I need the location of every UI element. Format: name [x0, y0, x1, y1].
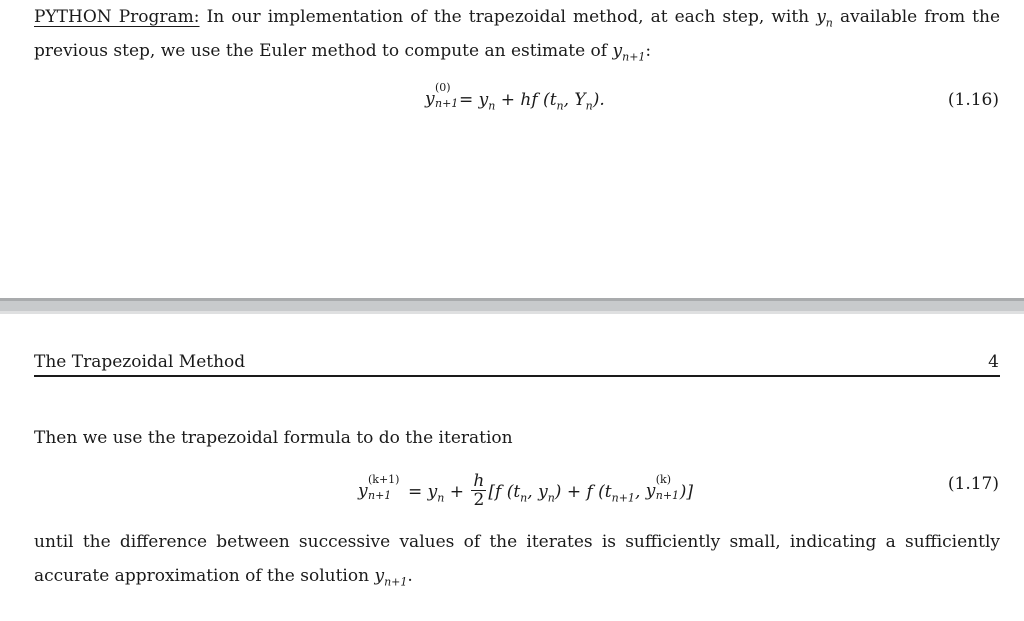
equation-1-16-body: y (0) n+1 = $y_n$ + hf ($t_n$, $Y_n$).: [425, 81, 605, 113]
equation-number-1-16: (1.16): [947, 90, 999, 110]
page-number: 4: [988, 352, 999, 372]
header-rule: [34, 375, 1000, 377]
iteration-intro: Then we use the trapezoidal formula to do the iteration: [34, 428, 513, 448]
page-bottom: [0, 314, 1024, 621]
python-program-paragraph: [34, 0, 1000, 68]
paragraph-text-b: available from the previous step, we use the Euler method to compute an estimate of: [34, 7, 1001, 61]
paragraph-text-a: In our implementation of the trapezoidal method, at each step, with: [199, 7, 817, 27]
math-yn: $y_n$: [816, 7, 833, 30]
python-program-link[interactable]: PYTHON Program:: [34, 7, 200, 27]
page-top: [0, 0, 1024, 298]
eq117-lhs: y (k+1) n+1: [358, 473, 400, 502]
closing-paragraph: until the difference between successive values of the iterates is sufficiently small, indicating a sufficiently accurate approximation of the solution $y_{n+1}$.: [34, 532, 1000, 589]
page-separator: [0, 298, 1024, 314]
eq116-lhs: y (0) n+1: [425, 81, 459, 110]
paragraph-text-c: :: [645, 41, 652, 61]
equation-number-1-17: (1.17): [947, 474, 999, 494]
fraction-h-over-2: $\frac{h}{2}$: [473, 471, 485, 510]
math-ynp1: $y_{n+1}$: [612, 41, 646, 64]
equation-1-17-body: y (k+1) n+1 = $y_n$ + $\frac{h}{2}$ [f ($t_n$, $y_n) + f$ ($t_{n+1}$, y (k) n+1 )]: [358, 471, 694, 510]
eq117-inner-y: y (k) n+1: [645, 473, 680, 502]
running-header-title: The Trapezoidal Method: [34, 352, 246, 372]
math-ynp1-closing: $y_{n+1}$: [374, 566, 408, 589]
